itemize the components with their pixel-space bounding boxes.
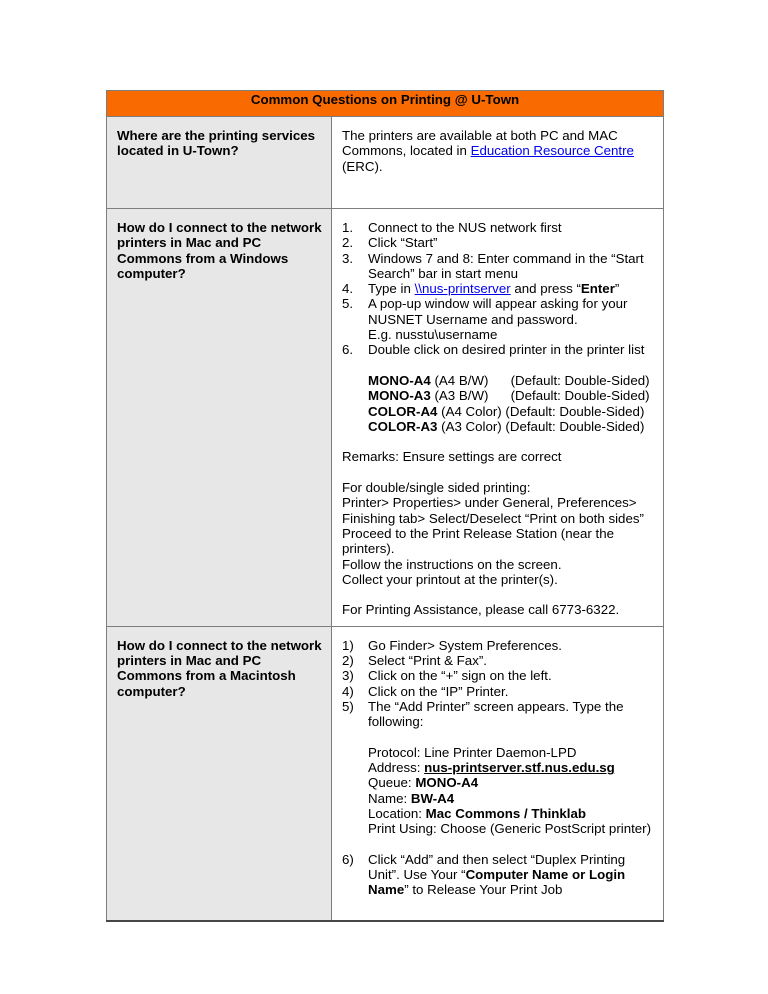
- step-item: [342, 251, 657, 282]
- printer-detail: (A4 Color) (Default: Double-Sided): [437, 403, 645, 419]
- remarks-line: Remarks: Ensure settings are correct: [342, 449, 562, 465]
- duplex-instruction-line: Printer> Properties> under General, Preferences>: [342, 495, 637, 511]
- table-row-windows: [107, 209, 664, 627]
- answer-cell-macintosh: [332, 626, 664, 921]
- setting-label: Location:: [368, 805, 426, 821]
- step-item: [342, 235, 657, 250]
- step-number: 2): [342, 653, 354, 669]
- setting-line: [342, 760, 657, 775]
- assistance-line: For Printing Assistance, please call 6773-6322.: [342, 602, 620, 618]
- step-item: [342, 296, 657, 342]
- setting-line: [342, 806, 657, 821]
- duplex-instruction-line: Proceed to the Print Release Station (near the printers).: [342, 525, 615, 557]
- step-text: Click “Add” and then select “Duplex Printing Unit”. Use Your “: [368, 851, 626, 883]
- step-text: ”: [614, 281, 620, 297]
- step-number: 1): [342, 637, 354, 653]
- step-text: Type in: [368, 281, 415, 297]
- step-item: [342, 852, 657, 898]
- step-number: 5): [342, 698, 354, 714]
- printer-option: [342, 388, 657, 403]
- setting-line: [342, 791, 657, 806]
- answer-paragraph: [342, 128, 657, 174]
- step-number: 2.: [342, 235, 354, 251]
- spacer: [342, 587, 657, 602]
- printer-detail: (A4 B/W) (Default: Double-Sided): [430, 372, 650, 388]
- step-number: 5.: [342, 296, 354, 312]
- spacer: [342, 465, 657, 480]
- printer-option: [342, 373, 657, 388]
- question-cell-location: Where are the printing services located in U-Town?: [107, 117, 332, 209]
- duplex-instruction-line: Collect your printout at the printer(s).: [342, 571, 558, 587]
- setting-value: MONO-A4: [415, 775, 479, 791]
- setting-line: [342, 745, 657, 760]
- setting-value: Line Printer Daemon-LPD: [424, 744, 577, 760]
- page-title: Common Questions on Printing @ U-Town: [107, 91, 664, 117]
- step-text: Select “Print & Fax”.: [368, 653, 487, 669]
- step-text: Click on the “+” sign on the left.: [368, 668, 552, 684]
- spacer: [342, 837, 657, 852]
- setting-value: BW-A4: [410, 790, 455, 806]
- printer-detail: (A3 Color) (Default: Double-Sided): [437, 418, 645, 434]
- step-text: Click on the “IP” Printer.: [368, 683, 509, 699]
- spacer: [342, 730, 657, 745]
- question-cell-macintosh: How do I connect to the network printers in Mac and PC Commons from a Macintosh computer?: [107, 626, 332, 921]
- setting-label: Queue:: [368, 775, 416, 791]
- education-resource-centre-link[interactable]: Education Resource Centre: [470, 143, 634, 159]
- step-text: Go Finder> System Preferences.: [368, 637, 562, 653]
- setting-label: Print Using:: [368, 821, 441, 837]
- printer-name: COLOR-A4: [368, 403, 438, 419]
- answer-cell-windows: [332, 209, 664, 627]
- answer-text: (ERC).: [342, 158, 383, 174]
- duplex-instruction-line: Follow the instructions on the screen.: [342, 556, 562, 572]
- step-number: 3.: [342, 250, 354, 266]
- printer-name: MONO-A4: [368, 372, 431, 388]
- setting-label: Protocol:: [368, 744, 425, 760]
- step-text: Double click on desired printer in the printer list: [368, 342, 645, 358]
- step-item: [342, 342, 657, 357]
- duplex-instruction-line: Finishing tab> Select/Deselect “Print on both sides”: [342, 510, 644, 526]
- setting-line: [342, 821, 657, 836]
- setting-value: Choose (Generic PostScript printer): [440, 821, 652, 837]
- duplex-instruction-line: For double/single sided printing:: [342, 480, 531, 496]
- step-text: Click “Start”: [368, 235, 438, 251]
- table-row-location: [107, 117, 664, 209]
- printer-name: COLOR-A3: [368, 418, 438, 434]
- setting-label: Address:: [368, 760, 425, 776]
- step-number: 6.: [342, 342, 354, 358]
- step-number: 6): [342, 851, 354, 867]
- step-text: ” to Release Your Print Job: [404, 882, 563, 898]
- step-number: 1.: [342, 220, 354, 235]
- enter-key-label: Enter: [580, 281, 615, 297]
- step-text: The “Add Printer” screen appears. Type the following:: [368, 698, 624, 730]
- printer-detail: (A3 B/W) (Default: Double-Sided): [430, 388, 650, 404]
- step-text: Windows 7 and 8: Enter command in the “Start Search” bar in start menu: [368, 250, 644, 281]
- printer-option: [342, 404, 657, 419]
- step-item: [342, 653, 657, 668]
- step-text: Connect to the NUS network first: [368, 220, 562, 235]
- step-item: [342, 638, 657, 653]
- setting-value: Mac Commons / Thinklab: [425, 805, 586, 821]
- setting-line: [342, 775, 657, 790]
- answer-cell-location: [332, 117, 664, 209]
- step-text: and press “: [510, 281, 581, 297]
- question-cell-windows: How do I connect to the network printers in Mac and PC Commons from a Windows computer?: [107, 209, 332, 627]
- step-text: E.g. nusstu\username: [368, 327, 498, 343]
- table-row-macintosh: [107, 626, 664, 921]
- step-text: A pop-up window will appear asking for your NUSNET Username and password.: [368, 296, 628, 327]
- spacer: [342, 434, 657, 449]
- printer-option: [342, 419, 657, 434]
- step-item: [342, 684, 657, 699]
- step-item: [342, 699, 657, 730]
- setting-value: nus-printserver.stf.nus.edu.sg: [424, 760, 615, 776]
- answer-text: The printers are available at both PC and MAC Commons, located in: [342, 128, 618, 159]
- step-item: [342, 281, 657, 296]
- nus-printserver-link[interactable]: \\nus-printserver: [414, 281, 511, 297]
- step-item: [342, 668, 657, 683]
- title-row: [107, 91, 664, 117]
- step-item: [342, 220, 657, 235]
- printer-name: MONO-A3: [368, 388, 431, 404]
- step-number: 4.: [342, 281, 354, 297]
- printing-faq-table: [106, 90, 664, 922]
- computer-name-emphasis: Computer Name or Login Name: [368, 867, 626, 898]
- spacer: [342, 358, 657, 373]
- setting-label: Name:: [368, 790, 411, 806]
- step-number: 4): [342, 683, 354, 699]
- step-number: 3): [342, 668, 354, 684]
